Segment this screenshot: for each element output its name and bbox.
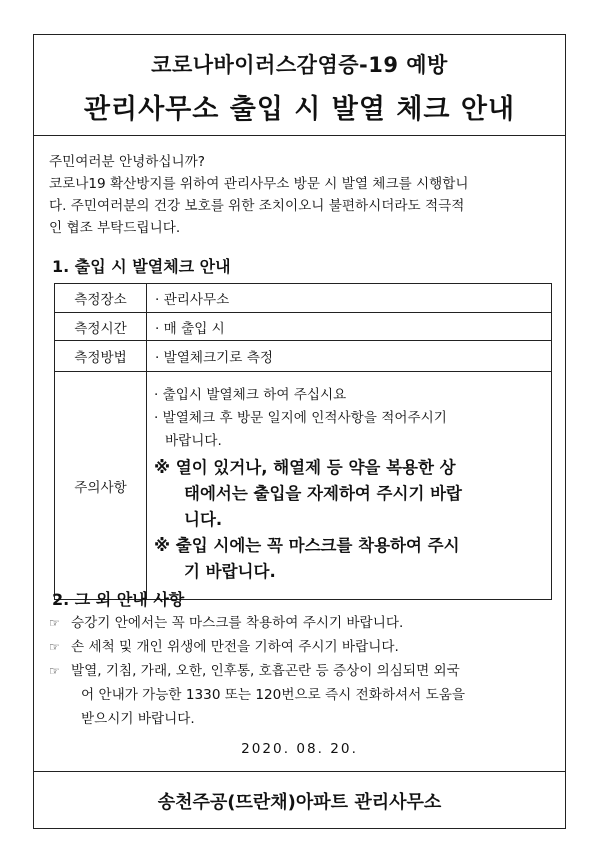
notice-date: 2020. 08. 20.	[241, 741, 358, 757]
caution-line: · 발열체크 후 방문 일지에 인적사항을 적어주시기	[154, 409, 447, 426]
section2-items	[49, 611, 559, 731]
caution-bold-line: 태에서는 출입을 자제하여 주시기 바랍	[184, 483, 463, 503]
table-row	[55, 284, 552, 313]
row-value: · 관리사무소	[147, 284, 552, 313]
row-label: 측정장소	[55, 284, 147, 313]
issuer-signature: 송천주공(뜨란채)아파트 관리사무소	[157, 792, 442, 813]
list-item: ☞ 손 세척 및 개인 위생에 만전을 기하여 주시기 바랍니다.	[49, 635, 559, 659]
list-item-continuation: 받으시기 바랍니다.	[81, 711, 195, 727]
row-label: 주의사항	[55, 372, 147, 600]
row-value: · 매 출입 시	[147, 313, 552, 341]
section2-heading: 2. 그 외 안내 사항	[52, 590, 185, 609]
list-item-continuation: 어 안내가 가능한 1330 또는 120번으로 즉시 전화하셔서 도움을	[81, 687, 466, 703]
caution-notes	[147, 372, 552, 600]
caution-bold-line: ※ 출입 시에는 꼭 마스크를 착용하여 주시	[154, 535, 460, 555]
caution-bold-line: 니다.	[184, 509, 223, 529]
notice-title-line2: 관리사무소 출입 시 발열 체크 안내	[83, 94, 516, 125]
caution-line: · 출입시 발열체크 하여 주십시요	[154, 386, 347, 403]
row-label: 측정방법	[55, 341, 147, 372]
section1-heading: 1. 출입 시 발열체크 안내	[52, 257, 231, 276]
row-label: 측정시간	[55, 313, 147, 341]
list-item: ☞ 발열, 기침, 가래, 오한, 인후통, 호흡곤란 등 증상이 의심되면 외국	[49, 659, 559, 683]
intro-paragraph	[49, 151, 559, 239]
table-row	[55, 341, 552, 372]
notice-title-line1: 코로나바이러스감염증-19 예방	[151, 53, 448, 77]
intro-line: 다. 주민여러분의 건강 보호를 위한 조치이오니 불편하시더라도 적극적	[49, 198, 465, 214]
caution-bold-line: ※ 열이 있거나, 해열제 등 약을 복용한 상	[154, 457, 456, 477]
notice-footer	[34, 771, 565, 828]
pointing-hand-icon: ☞	[49, 616, 60, 630]
caution-line: 바랍니다.	[165, 432, 222, 449]
intro-line: 코로나19 확산방지를 위하여 관리사무소 방문 시 발열 체크를 시행합니	[49, 176, 469, 192]
table-row	[55, 372, 552, 600]
row-value: · 발열체크기로 측정	[147, 341, 552, 372]
table-row	[55, 313, 552, 341]
intro-greeting: 주민여러분 안녕하십니까?	[49, 154, 205, 170]
pointing-hand-icon: ☞	[49, 664, 60, 678]
list-item: ☞ 승강기 안에서는 꼭 마스크를 착용하여 주시기 바랍니다.	[49, 611, 559, 635]
notice-frame	[33, 34, 566, 829]
notice-header	[34, 35, 565, 136]
pointing-hand-icon: ☞	[49, 640, 60, 654]
fever-check-table	[54, 283, 552, 600]
intro-line: 인 협조 부탁드립니다.	[49, 220, 181, 236]
caution-bold-line: 기 바랍니다.	[184, 561, 276, 581]
